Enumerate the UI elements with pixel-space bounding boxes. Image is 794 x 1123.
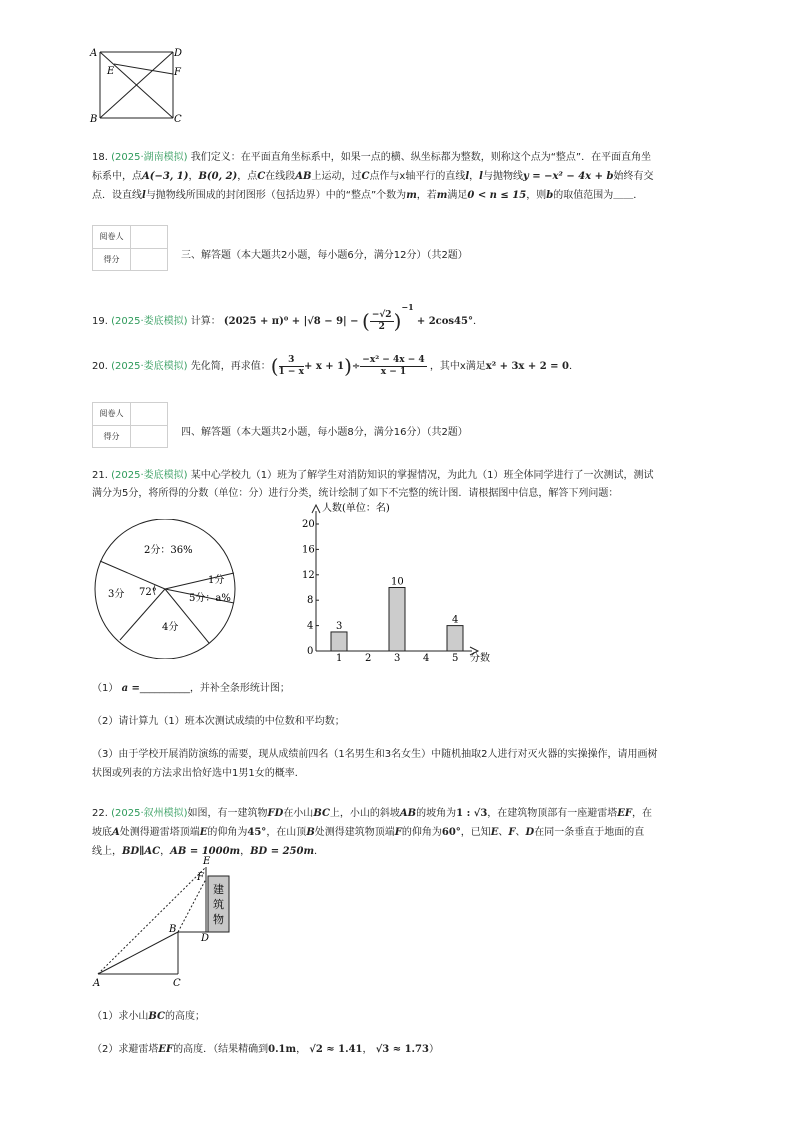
var-m: m: [406, 190, 417, 201]
var-l: l: [465, 171, 470, 182]
question-number: 22.: [92, 808, 108, 819]
q22-text: 的仰角为: [401, 827, 442, 838]
q18-line1: [92, 151, 651, 165]
x-tick-label: 1: [336, 653, 343, 664]
q20-fraction-1: $\frac{3}{1 - x}$: [278, 354, 304, 377]
y-tick-label: 8: [307, 595, 314, 607]
q21-sub2: （2）请计算九（1）班本次测试成绩的中位数和平均数；: [92, 716, 345, 727]
label-E: E: [203, 856, 211, 867]
q22-text: 上，小山的斜坡: [329, 808, 400, 819]
q22-text: 、: [498, 827, 509, 838]
x-tick-label: 3: [394, 653, 401, 664]
point-b: B(0, 2): [198, 171, 238, 182]
angle-60: 60°: [441, 827, 461, 838]
q20-end: ．: [568, 361, 579, 372]
bar-chart: [296, 499, 506, 665]
q18-text: 上运动，过: [311, 171, 362, 182]
q22-text: ，: [240, 846, 251, 857]
seg-ab: AB: [399, 808, 417, 819]
seg-bc: BC: [148, 1011, 165, 1022]
q22-line2: 坡底A处测得避雷塔顶端E的仰角为45°，在山顶B处测得建筑物顶端F的仰角为60°，已知E、F、D在同一条垂直于地面的直: [92, 827, 645, 838]
var-l: l: [142, 190, 146, 201]
bar-5: [447, 626, 463, 651]
q21-sub3-1: （3）由于学校开展消防演练的需要，现从成绩前四名（1名男生和3名女生）中随机抽取2人进行对灭火器的实操操作，请用画树: [92, 749, 658, 760]
q22-text: ，在山顶: [266, 827, 307, 838]
q21-sub1-num: （1）: [92, 683, 119, 694]
q22-text: 处测得建筑物顶端: [314, 827, 395, 838]
pie-label-2: 2分：36%: [144, 545, 193, 556]
y-tick-label: 12: [302, 569, 315, 581]
q18-text: 满足: [447, 190, 468, 201]
q20-text: 先化简，再求值：: [190, 361, 271, 372]
q22-text: 线上，: [92, 846, 122, 857]
label-F: F: [174, 67, 181, 78]
section3-score-box: [92, 225, 168, 271]
angle-45: 45°: [247, 827, 267, 838]
q22-sub1-text-b: 的高度；: [164, 1011, 205, 1022]
q18-text: 的取值范围为＿＿．: [553, 190, 644, 201]
label-D: D: [201, 933, 210, 944]
q22-line1: [92, 807, 652, 821]
score-label: 得分: [93, 426, 131, 448]
q22-sub2-text-b: 的高度．（结果精确到: [173, 1044, 269, 1055]
q22-text: ，在建筑物顶部有一座避雷塔: [487, 808, 618, 819]
x-tick-label: 5: [452, 653, 459, 664]
q22-text: 在同一条垂直于地面的直: [534, 827, 645, 838]
section3-title: 三、解答题（本大题共2小题，每小题6分，满分12分）（共2题）: [181, 250, 468, 261]
score-label: 得分: [93, 249, 131, 271]
var-m: m: [436, 190, 448, 201]
q18-line2: [92, 170, 653, 184]
seg-bc: BC: [313, 808, 330, 819]
q22-text: 的坡角为: [416, 808, 457, 819]
question-number: 19.: [92, 316, 108, 327]
q22-text: 坡底: [92, 827, 112, 838]
q22-sub2-text: （2）求避雷塔: [92, 1044, 159, 1055]
building-char-2: 筑: [213, 898, 224, 911]
bar-1: [331, 632, 347, 651]
approx-sqrt2: √2 ≈ 1.41: [309, 1044, 363, 1055]
condition: 0 < n ≤ 15: [467, 190, 527, 201]
var-c: C: [361, 171, 370, 182]
q21-text-1: 某中心学校九（1）班为了解学生对消防知识的掌握情况，为此九（1）班全体同学进行了一次测试，测试: [190, 470, 654, 481]
question-number: 21.: [92, 470, 108, 481]
label-E: E: [107, 66, 115, 77]
q20-text2: ，其中x满足: [429, 361, 486, 372]
q20-equation: x² + 3x + 2 = 0: [485, 361, 569, 372]
q18-text: ，点: [237, 171, 258, 182]
label-B: B: [90, 114, 98, 125]
label-C: C: [173, 978, 181, 989]
q18-text: ，: [469, 171, 480, 182]
var-a: a =: [121, 683, 140, 694]
y-tick-label: 0: [307, 646, 314, 657]
answer-blank[interactable]: __________: [139, 683, 190, 694]
q22-text: ．: [314, 846, 325, 857]
precision: 0.1m: [268, 1044, 297, 1055]
pie-label-4: 4分: [162, 622, 179, 633]
y-axis-label: 人数(单位：名): [322, 503, 390, 514]
q21-sub1-text: ，并补全条形统计图；: [189, 683, 290, 694]
seg-ef: EF: [617, 808, 633, 819]
q22-text: ，: [160, 846, 171, 857]
q22-text: 、: [515, 827, 526, 838]
q21-line2: 满分为5分，将所得的分数（单位：分）进行分类，统计绘制了如下不完整的统计图．请根据图中信息，解答下列问题：: [92, 488, 619, 499]
bar-value-label: 4: [452, 614, 459, 626]
q18-text: 点作与x轴平行的直线: [369, 171, 466, 182]
point-a: A(−3, 1): [142, 171, 189, 182]
mountain-building-figure: [90, 853, 240, 989]
q18-text-1: 我们定义：在平面直角坐标系中，如果一点的横、纵坐标都为整数，则称这个点为“整点”．在平面直角坐: [190, 152, 652, 163]
rectangle-figure: [88, 44, 188, 126]
question-number: 18.: [92, 152, 108, 163]
segment-ab: AB: [295, 171, 312, 182]
bar-value-label: 10: [391, 576, 404, 588]
seg-ef: EF: [158, 1044, 174, 1055]
label-D: D: [174, 48, 183, 59]
q19-end: ．: [472, 316, 483, 327]
q20-line: 20. (2025·娄底模拟) 先化简，再求值：( $\frac{3}{1 - x}$ + x + 1)÷ $\frac{\text{−x² − 4x − 4}}{x - 1}$ ，其中x满足x² + 3x + 2 = 0．: [92, 354, 579, 378]
bar-3: [389, 588, 405, 652]
q22-sub1: [92, 1010, 205, 1024]
bar-value-label: 3: [336, 620, 343, 632]
q22-text: 处测得避雷塔顶端: [119, 827, 200, 838]
question-source: (2025·娄底模拟): [111, 316, 188, 327]
question-number: 20.: [92, 361, 108, 372]
parabola-formula: y = −x² − 4x + b: [522, 171, 614, 182]
q20-div: ÷: [351, 361, 361, 372]
label-C: C: [174, 114, 182, 125]
q22-text: 如图，有一建筑物: [187, 808, 268, 819]
q18-text: ，若: [416, 190, 437, 201]
var-l: l: [479, 171, 483, 182]
q22-text: ，在: [632, 808, 653, 819]
q19-text: 计算：: [190, 316, 221, 327]
seg-fd: FD: [267, 808, 284, 819]
q21-sub1: [92, 682, 290, 696]
label-A: A: [93, 978, 101, 989]
building-char-1: 建: [213, 883, 224, 896]
label-B: B: [169, 924, 177, 935]
q18-line3: 点．设直线l与抛物线所围成的封闭图形（包括边界）中的“整点”个数为m，若m满足0 < n ≤ 15，则b的取值范围为＿＿．: [92, 190, 644, 201]
x-tick-label: 4: [423, 653, 430, 664]
q18-text: 标系中，点: [92, 171, 142, 182]
bd-length: BD = 250m: [250, 846, 315, 857]
label-F: F: [197, 872, 204, 883]
y-tick-label: 16: [302, 544, 315, 556]
q20-mid: + x + 1: [303, 361, 345, 372]
grader-label: 阅卷人: [93, 226, 131, 248]
section4-score-box: [92, 402, 168, 448]
q18-text: ，则: [526, 190, 547, 201]
ab-length: AB = 1000m: [170, 846, 241, 857]
approx-sqrt3: √3 ≈ 1.73: [375, 1044, 429, 1055]
q22-sub1-text: （1）求小山: [92, 1011, 149, 1022]
question-source: (2025·娄底模拟): [111, 470, 188, 481]
pie-label-5: 5分：a%: [189, 593, 231, 604]
question-source: (2025·湖南模拟): [111, 152, 188, 163]
parallel: BD∥AC: [122, 846, 161, 857]
q19-fraction: $\frac{-√2}{2}$: [371, 309, 392, 332]
section4-title: 四、解答题（本大题共2小题，每小题8分，满分16分）（共2题）: [181, 427, 468, 438]
q22-sub2-end: ）: [428, 1044, 439, 1055]
q19-line: 19. (2025·娄底模拟) 计算： (2025 + π)⁰ + |√8 − 9| − ( $\frac{-√2}{2}$ )$^{-1}$ + 2cos45°．: [92, 302, 483, 333]
pie-label-1: 1分: [208, 575, 225, 586]
q21-sub3-2: 状图或列表的方法求出恰好选中1男1女的概率．: [92, 768, 305, 779]
slope-ratio: 1 : √3: [456, 808, 488, 819]
q18-text: 点．设直线: [92, 190, 142, 201]
q18-text: 与抛物线所围成的封闭图形（包括边界）中的“整点”个数为: [145, 190, 407, 201]
question-source: (2025·娄底模拟): [111, 361, 188, 372]
q19-expr-a: (2025 + π)⁰ + |√8 − 9| −: [223, 316, 363, 327]
q18-text: ，: [188, 171, 199, 182]
pie-angle-label: 72°: [139, 587, 157, 598]
question-source: (2025·叙州模拟): [111, 808, 188, 819]
q19-exponent: −1: [401, 302, 414, 312]
grader-label: 阅卷人: [93, 403, 131, 425]
x-tick-label: 2: [365, 653, 372, 664]
q22-text: 在小山: [283, 808, 314, 819]
q18-text: 与抛物线: [482, 171, 523, 182]
q20-fraction-2: $\frac{\text{−x² − 4x − 4}}{x - 1}$: [362, 354, 425, 377]
q22-text: ，已知: [460, 827, 491, 838]
q19-expr-b: + 2cos45°: [416, 316, 473, 327]
var-c: C: [257, 171, 266, 182]
q18-text: 始终有交: [613, 171, 654, 182]
pie-label-3: 3分: [108, 589, 125, 600]
building-char-3: 物: [213, 913, 224, 926]
x-axis-label: 分数: [470, 653, 490, 664]
q22-text: 的仰角为: [207, 827, 248, 838]
q18-text: 在线段: [265, 171, 296, 182]
label-A: A: [90, 48, 98, 59]
q22-sub2: （2）求避雷塔EF的高度．（结果精确到0.1m， √2 ≈ 1.41， √3 ≈ 1.73）: [92, 1044, 439, 1055]
q21-line1: [92, 469, 653, 483]
pie-chart: [92, 519, 242, 659]
y-tick-label: 4: [307, 620, 314, 632]
y-tick-label: 20: [302, 519, 315, 530]
